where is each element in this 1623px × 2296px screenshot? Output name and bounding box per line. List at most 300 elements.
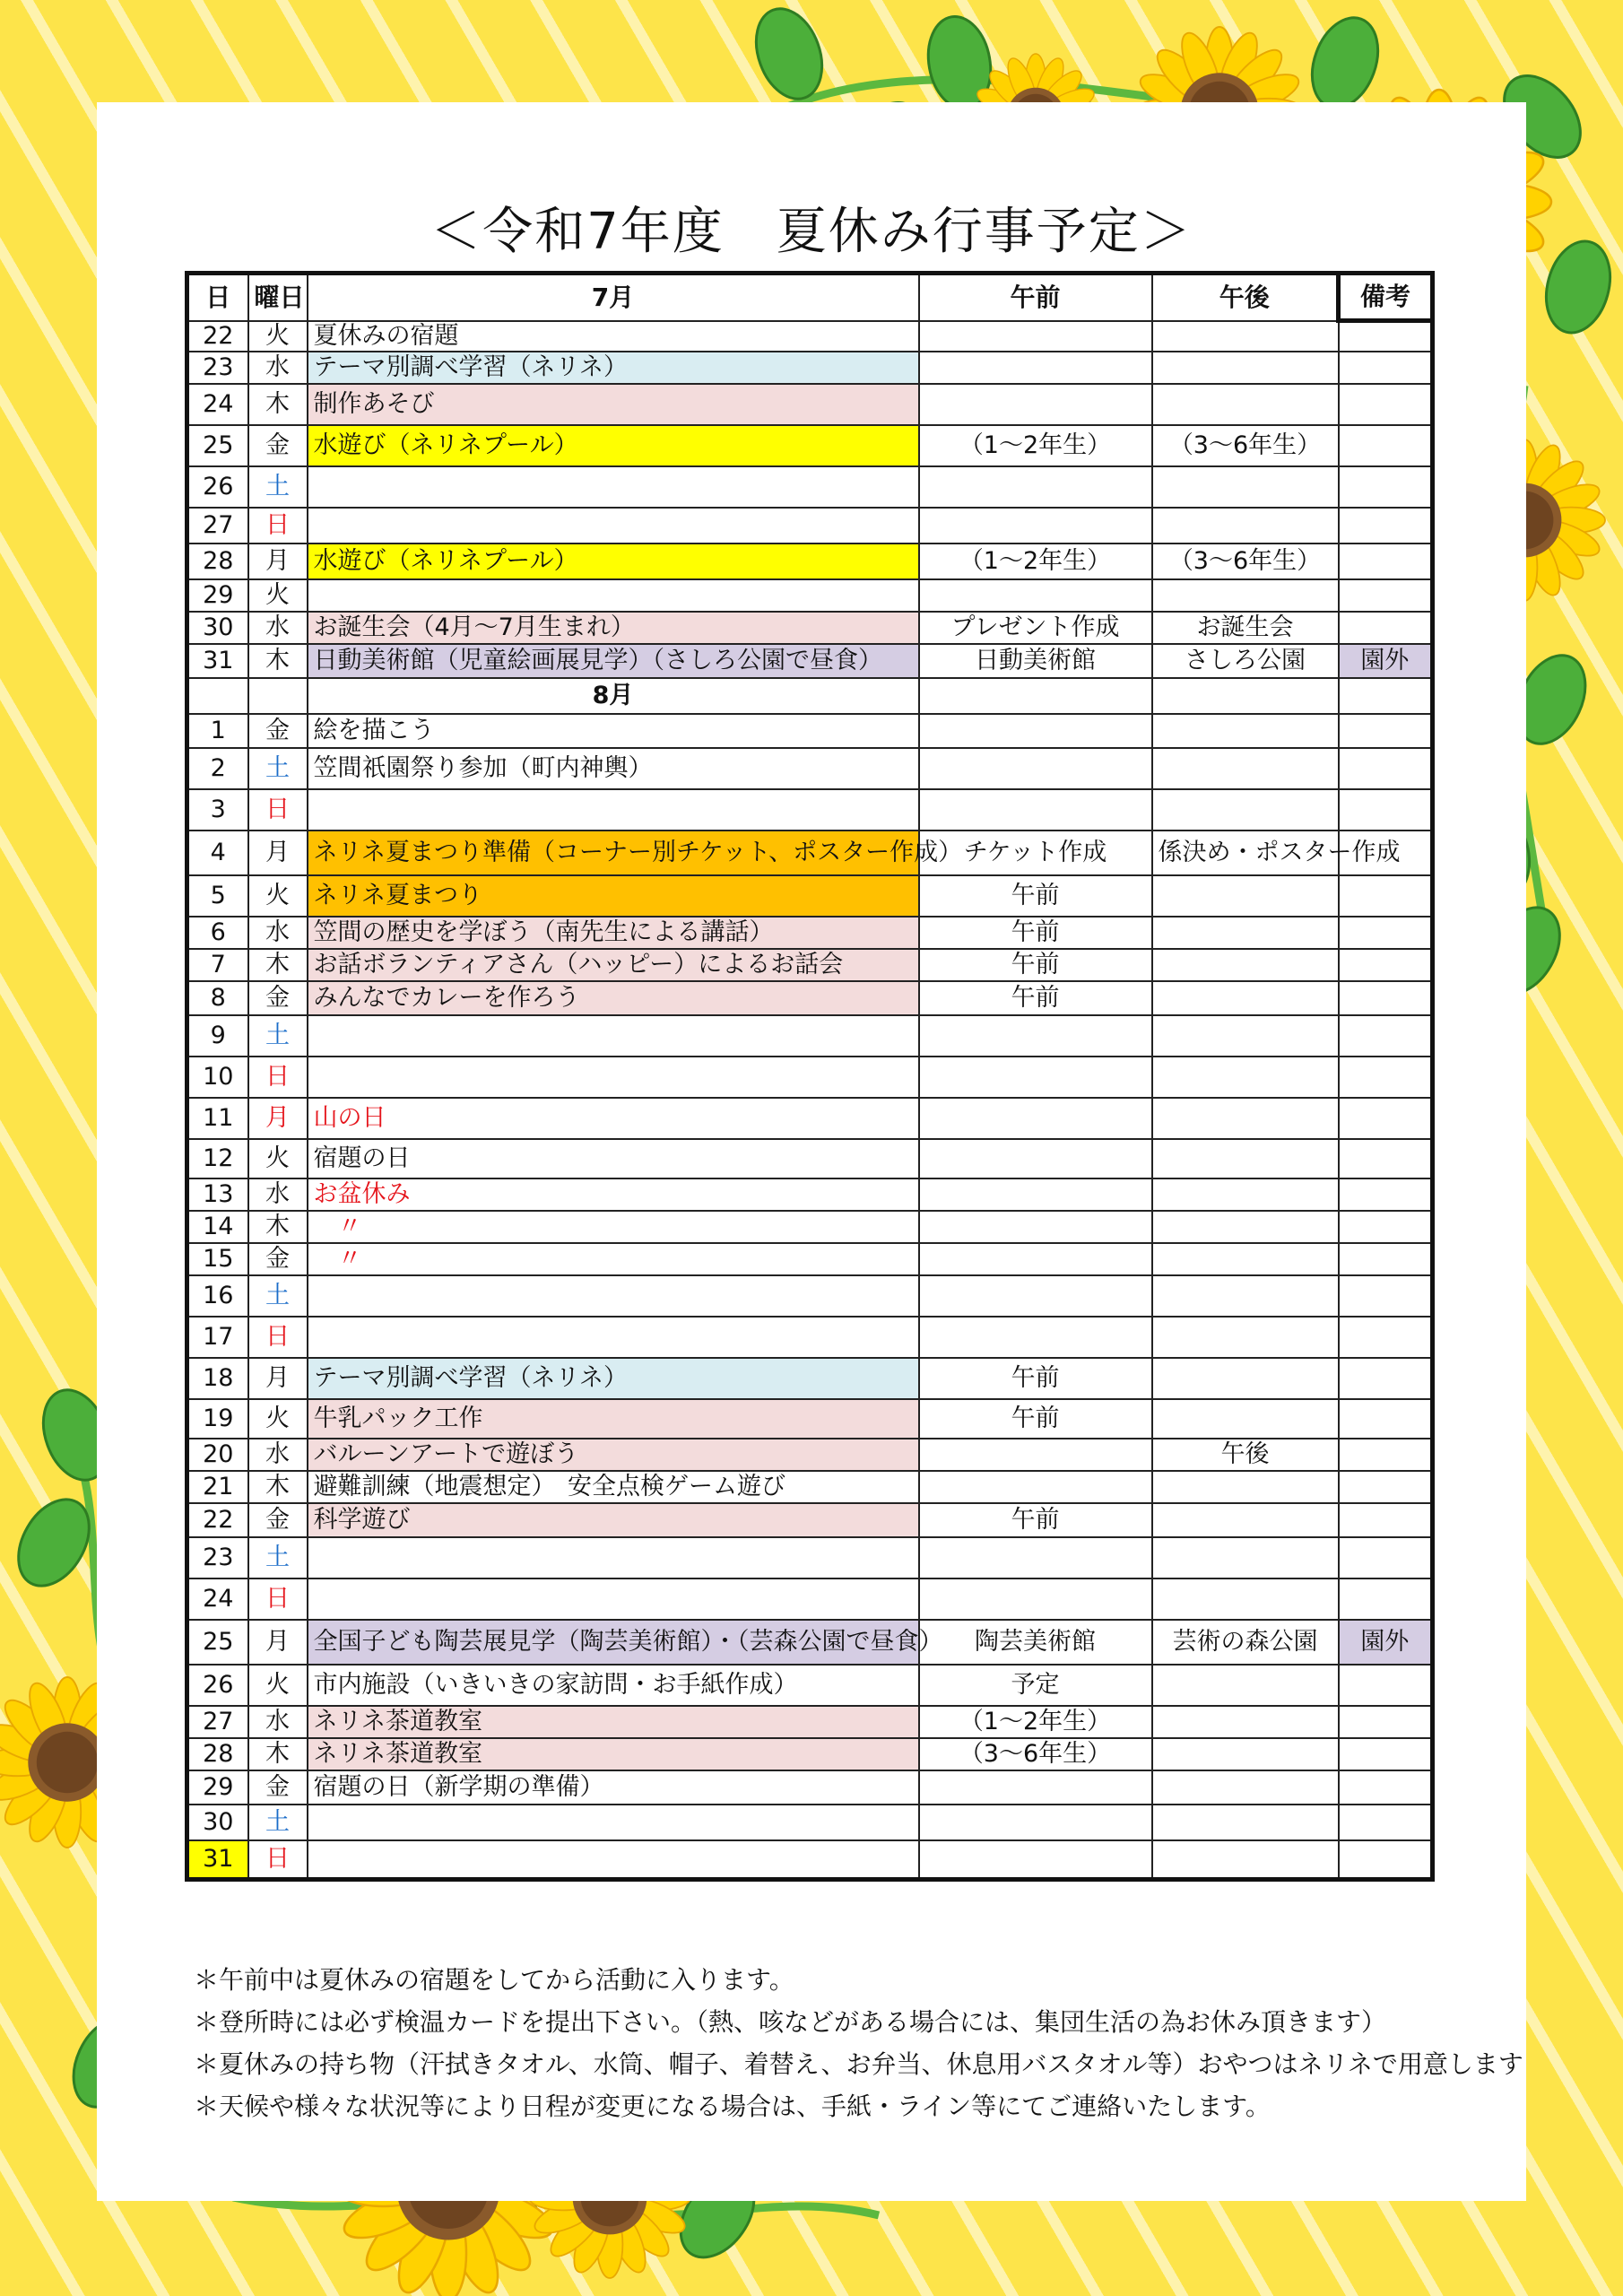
remarks-cell bbox=[1339, 1503, 1433, 1537]
remarks-cell bbox=[1339, 1211, 1433, 1243]
table-row bbox=[187, 1098, 1433, 1139]
weekday-cell: 土 bbox=[248, 1537, 308, 1578]
weekday-cell: 土 bbox=[248, 1805, 308, 1840]
event-cell: 笠間祇園祭り参加（町内神輿） bbox=[308, 748, 919, 789]
day-cell: 6 bbox=[187, 917, 248, 949]
remarks-cell bbox=[1339, 1015, 1433, 1057]
remarks-cell bbox=[1339, 1537, 1433, 1578]
remarks-cell bbox=[1339, 748, 1433, 789]
am-cell bbox=[919, 1439, 1152, 1471]
day-cell: 31 bbox=[187, 644, 248, 678]
pm-cell bbox=[1152, 1665, 1339, 1706]
day-cell: 19 bbox=[187, 1399, 248, 1439]
pm-cell bbox=[1152, 1275, 1339, 1317]
remarks-cell bbox=[1339, 714, 1433, 748]
event-cell: お話ボランティアさん（ハッピー）によるお話会 bbox=[308, 949, 919, 981]
table-row bbox=[187, 1537, 1433, 1578]
day-cell: 13 bbox=[187, 1178, 248, 1211]
event-cell: ネリネ茶道教室 bbox=[308, 1738, 919, 1770]
weekday-cell: 火 bbox=[248, 1665, 308, 1706]
month-separator-row bbox=[187, 678, 1433, 714]
am-cell: 午前 bbox=[919, 1358, 1152, 1399]
day-cell: 28 bbox=[187, 544, 248, 579]
remarks-cell bbox=[1339, 1770, 1433, 1805]
am-cell bbox=[919, 1578, 1152, 1620]
weekday-cell: 水 bbox=[248, 352, 308, 384]
event-cell bbox=[308, 1275, 919, 1317]
empty-cell bbox=[919, 678, 1152, 714]
weekday-cell: 水 bbox=[248, 1706, 308, 1738]
am-cell: 午前 bbox=[919, 981, 1152, 1015]
remarks-cell bbox=[1339, 1098, 1433, 1139]
event-cell: バルーンアートで遊ぼう bbox=[308, 1439, 919, 1471]
day-cell: 1 bbox=[187, 714, 248, 748]
pm-cell bbox=[1152, 1578, 1339, 1620]
remarks-cell bbox=[1339, 579, 1433, 612]
event-cell: 避難訓練（地震想定） 安全点検ゲーム遊び bbox=[308, 1471, 919, 1503]
weekday-cell: 木 bbox=[248, 384, 308, 425]
table-row bbox=[187, 1471, 1433, 1503]
table-row bbox=[187, 1399, 1433, 1439]
remarks-cell bbox=[1339, 1471, 1433, 1503]
pm-cell bbox=[1152, 949, 1339, 981]
remarks-cell bbox=[1339, 1439, 1433, 1471]
pm-cell bbox=[1152, 1015, 1339, 1057]
pm-cell bbox=[1152, 1178, 1339, 1211]
day-cell: 21 bbox=[187, 1471, 248, 1503]
weekday-cell: 木 bbox=[248, 1738, 308, 1770]
day-cell: 11 bbox=[187, 1098, 248, 1139]
am-cell bbox=[919, 1243, 1152, 1275]
weekday-cell: 土 bbox=[248, 466, 308, 508]
pm-cell bbox=[1152, 352, 1339, 384]
remarks-cell bbox=[1339, 1317, 1433, 1358]
day-cell: 7 bbox=[187, 949, 248, 981]
table-row bbox=[187, 1578, 1433, 1620]
table-row bbox=[187, 321, 1433, 352]
empty-cell bbox=[248, 678, 308, 714]
header-remarks: 備考 bbox=[1339, 274, 1433, 321]
am-cell bbox=[919, 384, 1152, 425]
remarks-cell bbox=[1339, 508, 1433, 544]
day-cell: 8 bbox=[187, 981, 248, 1015]
weekday-cell: 日 bbox=[248, 1578, 308, 1620]
am-cell bbox=[919, 1275, 1152, 1317]
event-cell bbox=[308, 1840, 919, 1880]
table-row bbox=[187, 748, 1433, 789]
day-cell: 9 bbox=[187, 1015, 248, 1057]
pm-cell bbox=[1152, 1537, 1339, 1578]
remarks-cell bbox=[1339, 949, 1433, 981]
remarks-cell bbox=[1339, 1178, 1433, 1211]
remarks-cell bbox=[1339, 981, 1433, 1015]
day-cell: 12 bbox=[187, 1139, 248, 1178]
august-rows bbox=[187, 714, 1433, 1880]
weekday-cell: 金 bbox=[248, 1243, 308, 1275]
day-cell: 15 bbox=[187, 1243, 248, 1275]
weekday-cell: 土 bbox=[248, 1275, 308, 1317]
event-cell: 日動美術館（児童絵画展見学）（さしろ公園で昼食） bbox=[308, 644, 919, 678]
header-weekday: 曜日 bbox=[248, 274, 308, 321]
event-cell: 〃 bbox=[308, 1243, 919, 1275]
day-cell: 14 bbox=[187, 1211, 248, 1243]
schedule-table bbox=[185, 271, 1435, 1882]
event-cell: 宿題の日 bbox=[308, 1139, 919, 1178]
day-cell: 30 bbox=[187, 1805, 248, 1840]
event-cell: 牛乳パック工作 bbox=[308, 1399, 919, 1439]
table-row bbox=[187, 1057, 1433, 1098]
weekday-cell: 金 bbox=[248, 1503, 308, 1537]
weekday-cell: 水 bbox=[248, 1439, 308, 1471]
pm-cell bbox=[1152, 579, 1339, 612]
day-cell: 27 bbox=[187, 1706, 248, 1738]
table-row bbox=[187, 508, 1433, 544]
weekday-cell: 月 bbox=[248, 1098, 308, 1139]
table-row bbox=[187, 1275, 1433, 1317]
weekday-cell: 月 bbox=[248, 544, 308, 579]
pm-cell: さしろ公園 bbox=[1152, 644, 1339, 678]
remarks-cell bbox=[1339, 1805, 1433, 1840]
day-cell: 5 bbox=[187, 875, 248, 917]
weekday-cell: 日 bbox=[248, 789, 308, 831]
table-row bbox=[187, 917, 1433, 949]
pm-cell: お誕生会 bbox=[1152, 612, 1339, 644]
am-cell: 予定 bbox=[919, 1665, 1152, 1706]
table-row bbox=[187, 1211, 1433, 1243]
table-row bbox=[187, 1243, 1433, 1275]
pm-cell bbox=[1152, 917, 1339, 949]
event-cell bbox=[308, 1015, 919, 1057]
weekday-cell: 月 bbox=[248, 1620, 308, 1665]
weekday-cell: 日 bbox=[248, 1317, 308, 1358]
remarks-cell bbox=[1339, 1275, 1433, 1317]
table-row bbox=[187, 1706, 1433, 1738]
remarks-cell: 園外 bbox=[1339, 644, 1433, 678]
event-cell: 絵を描こう bbox=[308, 714, 919, 748]
day-cell: 18 bbox=[187, 1358, 248, 1399]
weekday-cell: 日 bbox=[248, 1057, 308, 1098]
remarks-cell bbox=[1339, 384, 1433, 425]
remarks-cell bbox=[1339, 1399, 1433, 1439]
pm-cell: 午後 bbox=[1152, 1439, 1339, 1471]
pm-cell bbox=[1152, 1805, 1339, 1840]
header-month-july: 7月 bbox=[308, 274, 919, 321]
event-cell: 水遊び（ネリネプール） bbox=[308, 544, 919, 579]
event-cell: 夏休みの宿題 bbox=[308, 321, 919, 352]
remarks-cell bbox=[1339, 544, 1433, 579]
weekday-cell: 木 bbox=[248, 949, 308, 981]
am-cell: 日動美術館 bbox=[919, 644, 1152, 678]
table-row bbox=[187, 612, 1433, 644]
day-cell: 25 bbox=[187, 425, 248, 466]
event-cell: お盆休み bbox=[308, 1178, 919, 1211]
am-cell bbox=[919, 466, 1152, 508]
remarks-cell bbox=[1339, 352, 1433, 384]
pm-cell bbox=[1152, 1139, 1339, 1178]
day-cell: 17 bbox=[187, 1317, 248, 1358]
month-label-august: 8月 bbox=[308, 678, 919, 714]
event-cell: ネリネ夏まつり bbox=[308, 875, 919, 917]
remarks-cell bbox=[1339, 789, 1433, 831]
am-cell: チケット作成 bbox=[919, 831, 1152, 875]
pm-cell bbox=[1152, 789, 1339, 831]
weekday-cell: 日 bbox=[248, 1840, 308, 1880]
am-cell bbox=[919, 1770, 1152, 1805]
pm-cell bbox=[1152, 1503, 1339, 1537]
header-pm: 午後 bbox=[1152, 274, 1339, 321]
weekday-cell: 水 bbox=[248, 1178, 308, 1211]
remarks-cell bbox=[1339, 875, 1433, 917]
event-cell: みんなでカレーを作ろう bbox=[308, 981, 919, 1015]
table-row bbox=[187, 466, 1433, 508]
day-cell: 24 bbox=[187, 1578, 248, 1620]
event-cell: 笠間の歴史を学ぼう（南先生による講話） bbox=[308, 917, 919, 949]
am-cell: （3～6年生） bbox=[919, 1738, 1152, 1770]
weekday-cell: 木 bbox=[248, 1471, 308, 1503]
pm-cell: （3～6年生） bbox=[1152, 544, 1339, 579]
day-cell: 27 bbox=[187, 508, 248, 544]
event-cell bbox=[308, 1805, 919, 1840]
event-cell bbox=[308, 1057, 919, 1098]
table-row bbox=[187, 352, 1433, 384]
am-cell bbox=[919, 579, 1152, 612]
event-cell: テーマ別調べ学習（ネリネ） bbox=[308, 1358, 919, 1399]
day-cell: 26 bbox=[187, 466, 248, 508]
remarks-cell bbox=[1339, 425, 1433, 466]
day-cell: 4 bbox=[187, 831, 248, 875]
event-cell: 全国子ども陶芸展見学（陶芸美術館）・（芸森公園で昼食） bbox=[308, 1620, 919, 1665]
event-cell bbox=[308, 1317, 919, 1358]
day-cell: 29 bbox=[187, 579, 248, 612]
weekday-cell: 木 bbox=[248, 644, 308, 678]
august-header bbox=[187, 678, 1433, 714]
pm-cell: 係決め・ポスター作成 bbox=[1152, 831, 1339, 875]
weekday-cell: 火 bbox=[248, 579, 308, 612]
am-cell: 午前 bbox=[919, 917, 1152, 949]
table-row bbox=[187, 544, 1433, 579]
page-title: ＜令和7年度 夏休み行事予定＞ bbox=[430, 203, 1193, 261]
am-cell: 午前 bbox=[919, 875, 1152, 917]
table-row bbox=[187, 714, 1433, 748]
table-row bbox=[187, 1620, 1433, 1665]
am-cell bbox=[919, 1139, 1152, 1178]
am-cell bbox=[919, 321, 1152, 352]
july-rows bbox=[187, 321, 1433, 678]
remarks-cell bbox=[1339, 466, 1433, 508]
weekday-cell: 金 bbox=[248, 1770, 308, 1805]
day-cell: 25 bbox=[187, 1620, 248, 1665]
event-cell: 〃 bbox=[308, 1211, 919, 1243]
note-item: ＊夏休みの持ち物（汗拭きタオル、水筒、帽子、着替え、お弁当、休息用バスタオル等）おやつはネリネで用意します bbox=[194, 2049, 1523, 2079]
pm-cell bbox=[1152, 1358, 1339, 1399]
table-row bbox=[187, 579, 1433, 612]
pm-cell: （3～6年生） bbox=[1152, 425, 1339, 466]
table-row bbox=[187, 875, 1433, 917]
empty-cell bbox=[1339, 678, 1433, 714]
am-cell bbox=[919, 1098, 1152, 1139]
event-cell bbox=[308, 1578, 919, 1620]
day-cell: 26 bbox=[187, 1665, 248, 1706]
event-cell: 制作あそび bbox=[308, 384, 919, 425]
day-cell: 16 bbox=[187, 1275, 248, 1317]
day-cell: 22 bbox=[187, 1503, 248, 1537]
weekday-cell: 水 bbox=[248, 917, 308, 949]
weekday-cell: 金 bbox=[248, 714, 308, 748]
day-cell: 24 bbox=[187, 384, 248, 425]
weekday-cell: 火 bbox=[248, 1139, 308, 1178]
am-cell bbox=[919, 1178, 1152, 1211]
table-row bbox=[187, 1139, 1433, 1178]
pm-cell bbox=[1152, 508, 1339, 544]
table-row bbox=[187, 1358, 1433, 1399]
am-cell bbox=[919, 352, 1152, 384]
event-cell: ネリネ茶道教室 bbox=[308, 1706, 919, 1738]
day-cell: 28 bbox=[187, 1738, 248, 1770]
day-cell: 22 bbox=[187, 321, 248, 352]
event-cell: お誕生会（4月～7月生まれ） bbox=[308, 612, 919, 644]
remarks-cell bbox=[1339, 1738, 1433, 1770]
event-cell: 山の日 bbox=[308, 1098, 919, 1139]
event-cell: 宿題の日（新学期の準備） bbox=[308, 1770, 919, 1805]
table-header-row bbox=[187, 274, 1433, 321]
note-item: ＊登所時には必ず検温カードを提出下さい。（熱、咳などがある場合には、集団生活の為お休み頂きます） bbox=[194, 2007, 1387, 2037]
pm-cell bbox=[1152, 1211, 1339, 1243]
day-cell: 29 bbox=[187, 1770, 248, 1805]
pm-cell bbox=[1152, 875, 1339, 917]
table-row bbox=[187, 1665, 1433, 1706]
event-cell bbox=[308, 466, 919, 508]
day-cell: 10 bbox=[187, 1057, 248, 1098]
pm-cell bbox=[1152, 1770, 1339, 1805]
am-cell bbox=[919, 1471, 1152, 1503]
remarks-cell bbox=[1339, 321, 1433, 352]
am-cell bbox=[919, 1317, 1152, 1358]
table-row bbox=[187, 1015, 1433, 1057]
weekday-cell: 木 bbox=[248, 1211, 308, 1243]
day-cell: 20 bbox=[187, 1439, 248, 1471]
am-cell bbox=[919, 789, 1152, 831]
pm-cell bbox=[1152, 714, 1339, 748]
pm-cell bbox=[1152, 981, 1339, 1015]
pm-cell bbox=[1152, 384, 1339, 425]
weekday-cell: 月 bbox=[248, 831, 308, 875]
pm-cell bbox=[1152, 1706, 1339, 1738]
am-cell: （1～2年生） bbox=[919, 425, 1152, 466]
event-cell bbox=[308, 579, 919, 612]
event-cell bbox=[308, 1537, 919, 1578]
pm-cell bbox=[1152, 1738, 1339, 1770]
am-cell bbox=[919, 748, 1152, 789]
empty-cell bbox=[1152, 678, 1339, 714]
weekday-cell: 火 bbox=[248, 875, 308, 917]
table-row bbox=[187, 1805, 1433, 1840]
table-row bbox=[187, 981, 1433, 1015]
event-cell bbox=[308, 508, 919, 544]
remarks-cell bbox=[1339, 1139, 1433, 1178]
pm-cell bbox=[1152, 1471, 1339, 1503]
am-cell bbox=[919, 1015, 1152, 1057]
event-cell: 市内施設（いきいきの家訪問・お手紙作成） bbox=[308, 1665, 919, 1706]
am-cell: （1～2年生） bbox=[919, 544, 1152, 579]
notes-list bbox=[194, 1959, 1539, 2127]
table-row bbox=[187, 831, 1433, 875]
pm-cell: 芸術の森公園 bbox=[1152, 1620, 1339, 1665]
am-cell bbox=[919, 1537, 1152, 1578]
am-cell: プレゼント作成 bbox=[919, 612, 1152, 644]
event-cell: ネリネ夏まつり準備（コーナー別チケット、ポスター作成） bbox=[308, 831, 919, 875]
weekday-cell: 水 bbox=[248, 612, 308, 644]
weekday-cell: 火 bbox=[248, 321, 308, 352]
weekday-cell: 金 bbox=[248, 981, 308, 1015]
table-row bbox=[187, 644, 1433, 678]
day-cell: 31 bbox=[187, 1840, 248, 1880]
remarks-cell bbox=[1339, 1243, 1433, 1275]
header-am: 午前 bbox=[919, 274, 1152, 321]
table-row bbox=[187, 425, 1433, 466]
event-cell: 水遊び（ネリネプール） bbox=[308, 425, 919, 466]
day-cell: 30 bbox=[187, 612, 248, 644]
am-cell: 陶芸美術館 bbox=[919, 1620, 1152, 1665]
table-row bbox=[187, 1439, 1433, 1471]
pm-cell bbox=[1152, 321, 1339, 352]
weekday-cell: 土 bbox=[248, 1015, 308, 1057]
day-cell: 3 bbox=[187, 789, 248, 831]
table-row bbox=[187, 949, 1433, 981]
header-day: 日 bbox=[187, 274, 248, 321]
note-item: ＊天候や様々な状況等により日程が変更になる場合は、手紙・ライン等にてご連絡いたします。 bbox=[194, 2092, 1271, 2121]
pm-cell bbox=[1152, 1399, 1339, 1439]
day-cell: 23 bbox=[187, 1537, 248, 1578]
am-cell bbox=[919, 1840, 1152, 1880]
weekday-cell: 火 bbox=[248, 1399, 308, 1439]
note-item: ＊午前中は夏休みの宿題をしてから活動に入ります。 bbox=[194, 1965, 794, 1995]
table-row bbox=[187, 1178, 1433, 1211]
am-cell bbox=[919, 1805, 1152, 1840]
am-cell: 午前 bbox=[919, 1399, 1152, 1439]
table-row bbox=[187, 1738, 1433, 1770]
table-row bbox=[187, 1503, 1433, 1537]
am-cell bbox=[919, 1211, 1152, 1243]
remarks-cell: 園外 bbox=[1339, 1620, 1433, 1665]
empty-cell bbox=[187, 678, 248, 714]
table-row bbox=[187, 1317, 1433, 1358]
table-row bbox=[187, 384, 1433, 425]
am-cell bbox=[919, 714, 1152, 748]
weekday-cell: 金 bbox=[248, 425, 308, 466]
weekday-cell: 日 bbox=[248, 508, 308, 544]
table-row bbox=[187, 789, 1433, 831]
day-cell: 2 bbox=[187, 748, 248, 789]
am-cell bbox=[919, 1057, 1152, 1098]
event-cell bbox=[308, 789, 919, 831]
weekday-cell: 土 bbox=[248, 748, 308, 789]
pm-cell bbox=[1152, 466, 1339, 508]
remarks-cell bbox=[1339, 1665, 1433, 1706]
am-cell: 午前 bbox=[919, 1503, 1152, 1537]
pm-cell bbox=[1152, 1243, 1339, 1275]
am-cell: （1～2年生） bbox=[919, 1706, 1152, 1738]
am-cell bbox=[919, 508, 1152, 544]
remarks-cell bbox=[1339, 1358, 1433, 1399]
pm-cell bbox=[1152, 1098, 1339, 1139]
pm-cell bbox=[1152, 1840, 1339, 1880]
event-cell: テーマ別調べ学習（ネリネ） bbox=[308, 352, 919, 384]
remarks-cell bbox=[1339, 1840, 1433, 1880]
event-cell: 科学遊び bbox=[308, 1503, 919, 1537]
table-row bbox=[187, 1840, 1433, 1880]
pm-cell bbox=[1152, 1317, 1339, 1358]
pm-cell bbox=[1152, 748, 1339, 789]
